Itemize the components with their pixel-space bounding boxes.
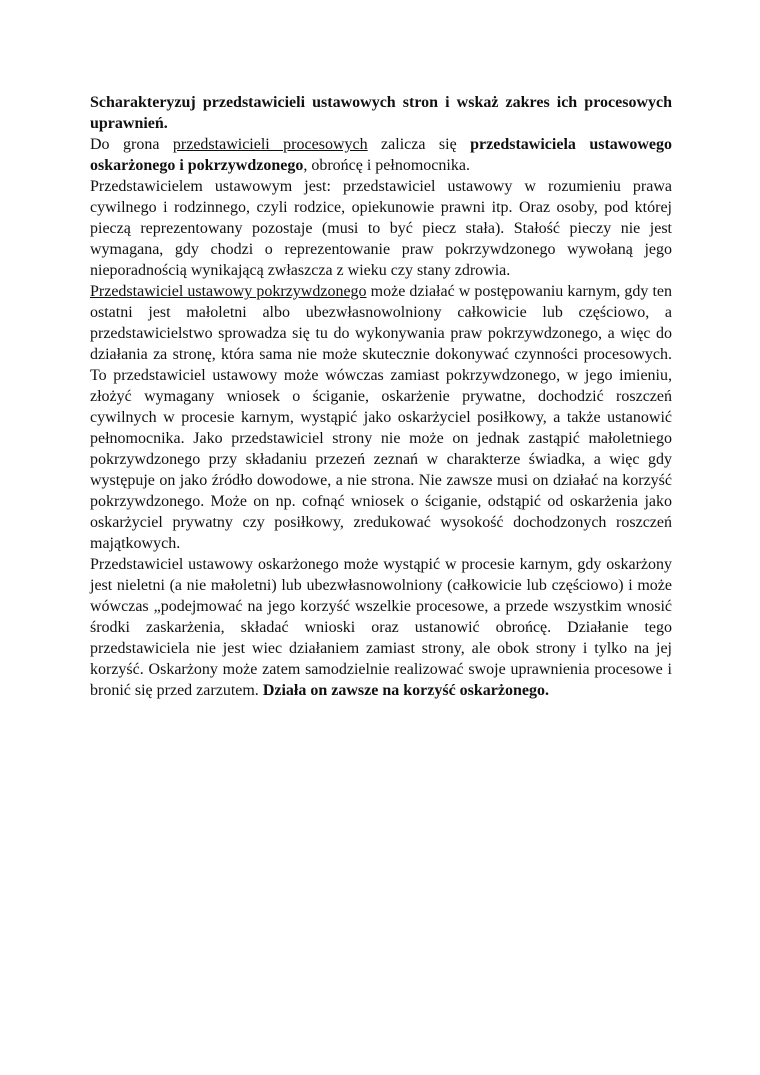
p1-text-b: zalicza się (367, 136, 471, 153)
paragraph-victim-representative (90, 281, 672, 554)
paragraph-representatives (90, 134, 672, 176)
document-page (90, 92, 672, 701)
procedural-representatives-underlined: przedstawicieli procesowych (172, 136, 368, 153)
victim-representative-underlined: Przedstawiciel ustawowy pokrzywdzonego (90, 283, 367, 300)
p3-text: może działać w postępowaniu karnym, gdy ten ostatni jest małoletni albo ubezwłasnowolniony całkowicie lub częściowo, a przedstawicielstwo sprowadza się tu do wykonywania praw pokrzywdzonego, a więc do działania za stronę, która sama nie może skutecznie dokonywać czynności procesowych. To przedstawiciel ustawowy może wówczas zamiast pokrzywdzonego, w jego imieniu, złożyć wymagany wniosek o ściganie, oskarżenie prywatne, dochodzić roszczeń cywilnych w procesie karnym, wystąpić jako oskarżyciel posiłkowy, a także ustanowić pełnomocnika. Jako przedstawiciel strony nie może on jednak zastąpić małoletniego pokrzywdzonego przy składaniu przezeń zeznań w charakterze świadka, a więc gdy występuje on jako źródło dowodowe, a nie strona. Nie zawsze musi on działać na korzyść pokrzywdzonego. Może on np. cofnąć wniosek o ściganie, odstąpić od oskarżenia jako oskarżyciel prywatny czy posiłkowy, zredukować wysokość dochodzonych roszczeń majątkowych. (90, 283, 673, 552)
p1-text-a: Do grona (90, 136, 173, 153)
p1-text-c: , obrońcę i pełnomocnika. (303, 157, 470, 174)
paragraph-legal-representative-definition: Przedstawicielem ustawowym jest: przedstawiciel ustawowy w rozumieniu prawa cywilnego i rodzinnego, czyli rodzice, opiekunowie prawni itp. Oraz osoby, pod której pieczą reprezentowany pozostaje (musi to być piecz stała). Stałość pieczy nie jest wymagana, gdy chodzi o reprezentowanie praw pokrzywdzonego wywołaną jego nieporadnością wynikającą zwłaszcza z wieku czy stany zdrowia. (90, 178, 672, 279)
p4-text: Przedstawiciel ustawowy oskarżonego może wystąpić w procesie karnym, gdy oskarżony jest nieletni (a nie małoletni) lub ubezwłasnowolniony (całkowicie lub częściowo) i może wówczas „podejmować na jego korzyść wszelkie procesowe, a przede wszystkim wnosić środki zaskarżenia, składać wnioski oraz ustanowić obrońcę. Działanie tego przedstawiciela nie jest wiec działaniem zamiast strony, ale obok strony i tylko na jej korzyść. Oskarżony może zatem samodzielnie realizować swoje uprawnienia procesowe i bronić się przed zarzutem. (90, 556, 672, 699)
paragraph-accused-representative (90, 554, 672, 701)
p1-bold-phrase: przedstawiciela ustawowego oskarżonego i pokrzywdzonego (90, 136, 673, 174)
document-heading: Scharakteryzuj przedstawicieli ustawowych stron i wskaż zakres ich procesowych uprawnień. (90, 94, 672, 132)
p4-bold-conclusion: Działa on zawsze na korzyść oskarżonego. (262, 682, 549, 699)
